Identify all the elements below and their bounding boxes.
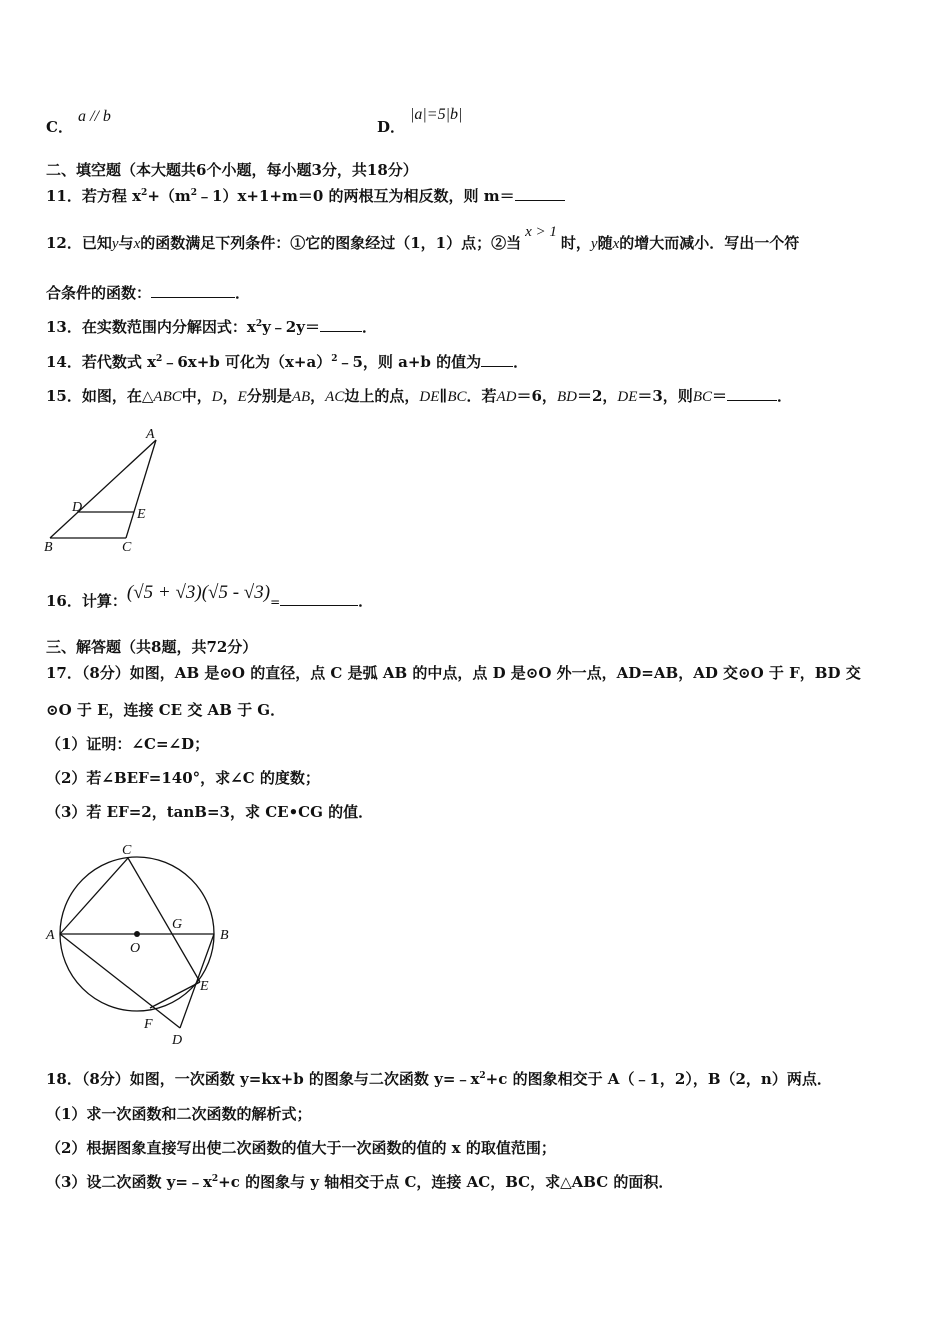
answer-blank	[727, 386, 777, 401]
label-e: E	[137, 507, 146, 522]
answer-blank	[481, 352, 513, 367]
question-17-part-2: （2）若∠BEF=140°，求∠C 的度数；	[46, 769, 320, 787]
label-g: G	[172, 917, 183, 932]
question-12-line-2: 合条件的函数： ．	[46, 284, 251, 302]
triangle-figure	[40, 422, 170, 558]
label-d: D	[72, 500, 83, 515]
label-c: C	[122, 843, 132, 858]
question-12: 12．已知y与x的函数满足下列条件：①它的图象经过（1，1）点；②当x > 1时，y随x的增大而减小．写出一个符	[46, 224, 800, 252]
segment-ad	[60, 934, 180, 1028]
question-17-part-3: （3）若 EF=2，tanB=3，求 CE•CG 的值．	[46, 803, 374, 821]
option-c-label: C．	[46, 118, 73, 136]
option-c-value: a // b	[78, 108, 111, 125]
center-point	[134, 931, 140, 937]
question-17-line-2: ⊙O 于 E，连接 CE 交 AB 于 G．	[46, 701, 286, 719]
segment-bd	[180, 934, 214, 1028]
question-17-part-1: （1）证明：∠C=∠D；	[46, 735, 210, 753]
answer-blank	[515, 186, 565, 201]
answer-blank	[280, 591, 358, 606]
label-b: B	[44, 540, 53, 555]
label-e: E	[200, 979, 209, 994]
label-o: O	[130, 941, 141, 956]
question-13: 13．在实数范围内分解因式：$x^2y﹣2y=$ ．	[46, 318, 377, 336]
expr-sum: √5 + √3	[133, 582, 196, 603]
option-d-label: D．	[377, 118, 406, 136]
label-a: A	[46, 928, 55, 943]
question-18-part-1: （1）求一次函数和二次函数的解析式；	[46, 1105, 312, 1123]
question-18-line-1: 18．（8分）如图，一次函数 y=kx+b 的图象与二次函数 $y=﹣x^2+c$ 的图象相交于 A（﹣1，2），B（2，n）两点．	[46, 1070, 832, 1088]
label-f: F	[144, 1017, 153, 1032]
answer-blank	[320, 317, 362, 332]
section-2-heading: 二、填空题（本大题共6个小题，每小题3分，共18分）	[46, 161, 418, 179]
answer-blank	[151, 283, 235, 298]
expr-diff: √5 - √3	[208, 582, 264, 603]
label-c: C	[122, 540, 132, 555]
side-ab	[50, 440, 156, 538]
question-18-part-2: （2）根据图象直接写出使二次函数的值大于一次函数的值的 x 的取值范围；	[46, 1139, 556, 1157]
label-d: D	[172, 1033, 183, 1048]
question-18-part-3: （3）设二次函数 $y=﹣x^2+c$ 的图象与 y 轴相交于点 C，连接 AC，BC，求△ABC 的面积．	[46, 1173, 674, 1191]
circle-figure	[40, 838, 240, 1052]
label-a: A	[146, 427, 155, 442]
question-17-line-1: 17．（8分）如图，AB 是⊙O 的直径，点 C 是弧 AB 的中点，点 D 是⊙O 外一点，AD=AB，AD 交⊙O 于 F，BD 交	[46, 664, 861, 682]
question-11: 11．若方程 $x^2+(m^2﹣1)x+1+m=0$ 的两根互为相反数，则 m＝	[46, 186, 565, 206]
section-3-heading: 三、解答题（共8题，共72分）	[46, 638, 258, 656]
question-16: 16．计算：(√5 + √3)(√5 - √3)= ．	[46, 582, 374, 610]
question-15: 15．如图，在△ABC中，D，E分别是AB，AC边上的点，DE∥BC．若AD＝6，BD＝2，DE＝3，则BC＝ ．	[46, 387, 793, 405]
option-d-value: |a|=5|b|	[410, 106, 463, 123]
question-14: 14．若代数式 $x^2﹣6x+b$ 可化为$(x+a)^2﹣5$，则 a+b 的值为 ．	[46, 353, 529, 371]
label-b: B	[220, 928, 229, 943]
